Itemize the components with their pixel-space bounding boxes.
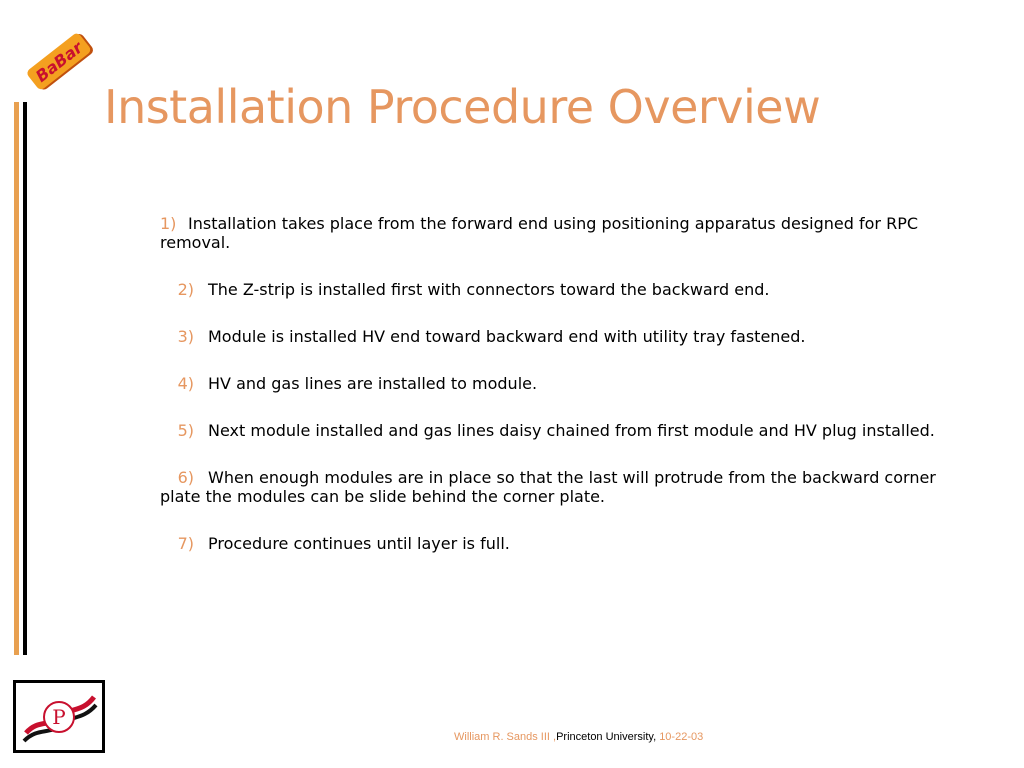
item-number: 1) [160, 214, 177, 233]
footer [454, 731, 703, 743]
item-text: Next module installed and gas lines daisy chained from first module and HV plug installed. [208, 421, 935, 440]
princeton-logo [13, 680, 105, 753]
item-number: 7) [177, 534, 194, 553]
item-text: Module is installed HV end toward backward end with utility tray fastened. [208, 327, 806, 346]
decorative-bar-orange [14, 102, 19, 655]
list-item [160, 214, 950, 252]
list-item [160, 421, 950, 440]
item-text: The Z-strip is installed first with connectors toward the backward end. [208, 280, 770, 299]
item-number: 2) [177, 280, 194, 299]
slide-title: Installation Procedure Overview [104, 80, 821, 134]
list-item [160, 280, 950, 299]
item-text: Installation takes place from the forward end using positioning apparatus designed for RPC removal. [160, 214, 919, 252]
list-item [160, 468, 950, 506]
item-text: HV and gas lines are installed to module. [208, 374, 538, 393]
item-number: 5) [177, 421, 194, 440]
babar-logo-icon [22, 30, 100, 92]
footer-institution: Princeton University, [556, 731, 660, 743]
decorative-bar-black [23, 102, 27, 655]
item-number: 3) [177, 327, 194, 346]
procedure-list [160, 214, 950, 553]
list-item [160, 534, 950, 553]
princeton-logo-icon [16, 683, 102, 750]
babar-logo-text: BaBar [32, 37, 87, 86]
item-text: Procedure continues until layer is full. [208, 534, 510, 553]
princeton-logo-letter: P [52, 705, 66, 729]
item-number: 6) [177, 468, 194, 487]
item-number: 4) [177, 374, 194, 393]
item-text: When enough modules are in place so that the last will protrude from the backward corner plate the modules can be slide behind the corner plate. [160, 468, 936, 506]
list-item [160, 327, 950, 346]
list-item [160, 374, 950, 393]
footer-date: 10-22-03 [659, 731, 704, 743]
footer-author: William R. Sands III , [454, 731, 557, 743]
